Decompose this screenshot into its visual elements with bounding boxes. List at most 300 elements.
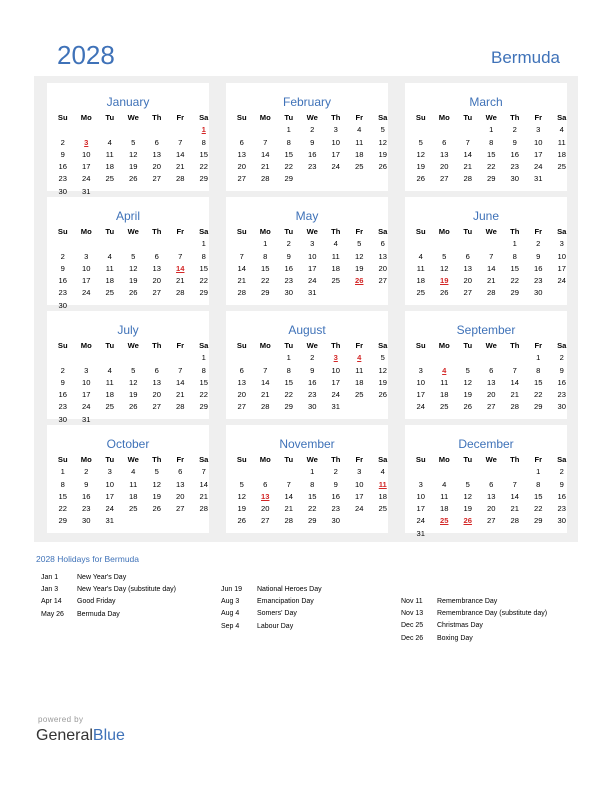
- weekday-header: Su: [415, 113, 426, 122]
- day-cell: 1: [263, 239, 268, 249]
- day-cell: 24: [355, 504, 364, 514]
- day-cell: 19: [129, 162, 138, 172]
- day-cell: 26: [152, 504, 161, 514]
- day-cell: 28: [487, 288, 496, 298]
- day-cell: 21: [176, 162, 185, 172]
- day-cell: 23: [308, 162, 317, 172]
- holiday-day: 19: [440, 276, 449, 286]
- day-cell: 23: [284, 276, 293, 286]
- day-cell: 9: [559, 479, 564, 489]
- holiday-day: 11: [378, 479, 387, 489]
- weekday-header: We: [485, 113, 497, 122]
- day-cell: 6: [489, 479, 494, 489]
- day-cell: 16: [308, 377, 317, 387]
- holiday-date: Dec 26: [401, 634, 424, 642]
- day-cell: 10: [82, 263, 91, 273]
- holiday-date: Jan 3: [41, 586, 59, 594]
- day-cell: 21: [176, 390, 185, 400]
- day-cell: 7: [465, 137, 470, 147]
- day-cell: 27: [237, 402, 246, 412]
- day-cell: 19: [463, 504, 472, 514]
- day-cell: 14: [261, 377, 270, 387]
- day-cell: 30: [557, 516, 566, 526]
- weekday-header: Su: [57, 341, 68, 350]
- day-cell: 24: [557, 276, 566, 286]
- day-cell: 9: [333, 479, 338, 489]
- day-cell: 4: [333, 239, 338, 249]
- weekday-header: Tu: [105, 341, 115, 350]
- weekday-header: Mo: [438, 455, 450, 464]
- day-cell: 17: [308, 263, 317, 273]
- day-cell: 27: [440, 174, 449, 184]
- weekday-header: Fr: [534, 455, 543, 464]
- day-cell: 29: [58, 516, 67, 526]
- day-cell: 7: [512, 365, 517, 375]
- day-cell: 12: [440, 263, 449, 273]
- day-cell: 19: [378, 149, 387, 159]
- brand-blue: Blue: [92, 727, 125, 744]
- month-name: April: [115, 209, 140, 223]
- holiday-column-2: [221, 586, 424, 635]
- day-cell: 22: [261, 276, 270, 286]
- day-cell: 8: [536, 365, 541, 375]
- day-cell: 20: [261, 504, 270, 514]
- weekday-header: Tu: [105, 227, 115, 236]
- day-cell: 4: [107, 251, 112, 261]
- weekday-header: Fr: [176, 341, 185, 350]
- day-cell: 4: [380, 467, 385, 477]
- day-cell: 21: [510, 390, 519, 400]
- day-cell: 19: [355, 263, 364, 273]
- day-cell: 11: [355, 137, 364, 147]
- day-cell: 28: [510, 402, 519, 412]
- day-cell: 7: [489, 251, 494, 261]
- day-cell: 19: [463, 390, 472, 400]
- weekday-header: Tu: [284, 227, 294, 236]
- day-cell: 25: [440, 402, 449, 412]
- holiday-name: Remembrance Day: [437, 598, 498, 605]
- day-cell: 25: [331, 276, 340, 286]
- day-cell: 15: [199, 263, 208, 273]
- empty-cell: [503, 352, 527, 364]
- day-cell: 4: [107, 365, 112, 375]
- day-cell: 4: [442, 479, 447, 489]
- weekday-header: Sa: [199, 341, 209, 350]
- day-cell: 22: [534, 390, 543, 400]
- day-cell: 18: [355, 149, 364, 159]
- day-cell: 21: [261, 390, 270, 400]
- day-cell: 17: [331, 377, 340, 387]
- day-cell: 5: [465, 365, 470, 375]
- day-cell: 21: [176, 276, 185, 286]
- day-cell: 5: [131, 251, 136, 261]
- day-cell: 28: [176, 288, 185, 298]
- country-title: Bermuda: [491, 48, 560, 67]
- day-cell: 3: [84, 365, 89, 375]
- day-cell: 10: [308, 251, 317, 261]
- day-cell: 2: [84, 467, 89, 477]
- day-cell: 22: [487, 162, 496, 172]
- weekday-header: Mo: [259, 227, 271, 236]
- day-cell: 16: [308, 149, 317, 159]
- day-cell: 10: [534, 137, 543, 147]
- day-cell: 30: [308, 402, 317, 412]
- empty-cell: [230, 352, 254, 364]
- weekday-header: Sa: [378, 113, 388, 122]
- day-cell: 24: [534, 162, 543, 172]
- day-cell: 20: [487, 390, 496, 400]
- day-cell: 1: [60, 467, 65, 477]
- day-cell: 10: [82, 149, 91, 159]
- empty-cell: [169, 124, 193, 136]
- day-cell: 16: [58, 162, 67, 172]
- holiday-row: [221, 586, 421, 598]
- holiday-column-3: [401, 598, 601, 647]
- day-cell: 29: [261, 288, 270, 298]
- day-cell: 24: [82, 174, 91, 184]
- day-cell: 15: [199, 377, 208, 387]
- day-cell: 30: [534, 288, 543, 298]
- day-cell: 18: [129, 491, 138, 501]
- weekday-header: Tu: [463, 227, 473, 236]
- day-cell: 2: [60, 365, 65, 375]
- day-cell: 27: [261, 516, 270, 526]
- weekday-header: Fr: [355, 113, 364, 122]
- day-cell: 22: [534, 504, 543, 514]
- day-cell: 24: [82, 288, 91, 298]
- day-cell: 20: [487, 504, 496, 514]
- day-cell: 18: [105, 390, 114, 400]
- day-cell: 27: [487, 516, 496, 526]
- day-cell: 28: [463, 174, 472, 184]
- day-cell: 14: [284, 491, 293, 501]
- day-cell: 26: [129, 288, 138, 298]
- holiday-name: Remembrance Day (substitute day): [437, 610, 548, 618]
- day-cell: 16: [284, 263, 293, 273]
- empty-cell: [122, 352, 146, 364]
- day-cell: 29: [284, 402, 293, 412]
- day-cell: 31: [331, 402, 340, 412]
- day-cell: 13: [487, 377, 496, 387]
- day-cell: 29: [199, 402, 208, 412]
- holiday-day: 26: [355, 276, 364, 286]
- empty-cell: [433, 352, 457, 364]
- day-cell: 23: [557, 390, 566, 400]
- holiday-name: Labour Day: [257, 622, 294, 630]
- day-cell: 26: [440, 288, 449, 298]
- weekday-header: Su: [236, 227, 247, 236]
- day-cell: 6: [178, 467, 183, 477]
- holiday-date: Sep 4: [221, 622, 240, 630]
- day-cell: 18: [416, 276, 425, 286]
- day-cell: 8: [201, 365, 206, 375]
- day-cell: 22: [284, 390, 293, 400]
- empty-cell: [98, 238, 122, 250]
- day-cell: 13: [176, 479, 185, 489]
- day-cell: 24: [331, 162, 340, 172]
- weekday-header: Mo: [80, 227, 92, 236]
- day-cell: 18: [331, 263, 340, 273]
- day-cell: 6: [263, 479, 268, 489]
- day-cell: 6: [489, 365, 494, 375]
- day-cell: 19: [129, 276, 138, 286]
- day-cell: 5: [131, 365, 136, 375]
- day-grid: [409, 112, 569, 186]
- holiday-date: May 26: [41, 610, 64, 618]
- empty-cell: [51, 238, 75, 250]
- day-cell: 16: [557, 377, 566, 387]
- brand-general: General: [36, 727, 93, 744]
- day-cell: 7: [512, 479, 517, 489]
- day-cell: 10: [355, 479, 364, 489]
- day-cell: 11: [440, 377, 449, 387]
- day-cell: 27: [378, 276, 387, 286]
- day-cell: 2: [60, 251, 65, 261]
- day-cell: 8: [60, 479, 65, 489]
- day-cell: 20: [152, 162, 161, 172]
- day-cell: 21: [463, 162, 472, 172]
- weekday-header: Tu: [463, 341, 473, 350]
- day-cell: 6: [380, 239, 385, 249]
- holiday-name: Emancipation Day: [257, 598, 314, 606]
- day-cell: 29: [199, 288, 208, 298]
- day-cell: 19: [237, 504, 246, 514]
- day-cell: 13: [152, 149, 161, 159]
- day-grid: [51, 340, 211, 426]
- holiday-name: Bermuda Day: [77, 610, 120, 618]
- holiday-date: Jan 1: [41, 574, 59, 581]
- weekday-header: Th: [152, 227, 162, 236]
- day-cell: 27: [152, 402, 161, 412]
- weekday-header: Th: [510, 455, 520, 464]
- day-cell: 8: [489, 137, 494, 147]
- day-cell: 2: [310, 125, 315, 135]
- generalblue-logo[interactable]: [36, 727, 125, 745]
- weekday-header: Mo: [259, 341, 271, 350]
- weekday-header: Tu: [105, 455, 115, 464]
- day-cell: 16: [331, 491, 340, 501]
- day-cell: 28: [176, 402, 185, 412]
- day-cell: 6: [154, 365, 159, 375]
- day-cell: 15: [58, 491, 67, 501]
- day-cell: 19: [378, 377, 387, 387]
- empty-cell: [456, 238, 480, 250]
- day-cell: 21: [284, 504, 293, 514]
- day-cell: 16: [58, 390, 67, 400]
- day-cell: 27: [152, 174, 161, 184]
- day-cell: 26: [378, 162, 387, 172]
- day-cell: 23: [58, 402, 67, 412]
- day-cell: 30: [58, 186, 67, 196]
- empty-cell: [230, 466, 254, 478]
- day-cell: 12: [378, 365, 387, 375]
- day-cell: 1: [536, 353, 541, 363]
- day-cell: 9: [286, 251, 291, 261]
- day-cell: 9: [310, 137, 315, 147]
- holiday-day: 13: [261, 491, 270, 501]
- day-cell: 31: [82, 186, 91, 196]
- weekday-header: Su: [236, 341, 247, 350]
- day-cell: 14: [199, 479, 208, 489]
- day-cell: 14: [510, 377, 519, 387]
- weekday-header: Sa: [557, 113, 567, 122]
- day-cell: 1: [489, 125, 494, 135]
- weekday-header: Tu: [284, 341, 294, 350]
- day-cell: 9: [536, 251, 541, 261]
- day-cell: 14: [237, 263, 246, 273]
- holiday-date: Aug 3: [221, 598, 240, 606]
- day-cell: 3: [333, 125, 338, 135]
- day-cell: 28: [176, 174, 185, 184]
- day-cell: 6: [154, 251, 159, 261]
- day-cell: 10: [557, 251, 566, 261]
- holiday-day: 3: [333, 353, 338, 363]
- day-cell: 8: [536, 479, 541, 489]
- weekday-header: Fr: [534, 341, 543, 350]
- day-cell: 7: [286, 479, 291, 489]
- weekday-header: Su: [415, 341, 426, 350]
- day-cell: 14: [510, 491, 519, 501]
- day-cell: 21: [510, 504, 519, 514]
- weekday-header: Tu: [463, 113, 473, 122]
- empty-cell: [51, 124, 75, 136]
- holiday-day: 4: [357, 353, 362, 363]
- empty-cell: [254, 124, 278, 136]
- day-cell: 10: [416, 377, 425, 387]
- holiday-name: New Year's Day: [77, 574, 127, 581]
- weekday-header: Fr: [534, 113, 543, 122]
- weekday-header: Sa: [199, 455, 209, 464]
- day-cell: 2: [286, 239, 291, 249]
- weekday-header: Sa: [378, 227, 388, 236]
- day-cell: 15: [308, 491, 317, 501]
- day-cell: 20: [176, 491, 185, 501]
- day-cell: 24: [416, 516, 425, 526]
- day-cell: 14: [261, 149, 270, 159]
- day-cell: 22: [510, 276, 519, 286]
- year-title: 2028: [57, 40, 115, 70]
- empty-cell: [254, 352, 278, 364]
- holiday-row: [401, 622, 601, 634]
- empty-cell: [169, 352, 193, 364]
- day-cell: 11: [129, 479, 138, 489]
- empty-cell: [230, 124, 254, 136]
- day-cell: 30: [284, 288, 293, 298]
- day-cell: 25: [129, 504, 138, 514]
- day-cell: 18: [378, 491, 387, 501]
- weekday-header: Fr: [355, 227, 364, 236]
- day-cell: 26: [416, 174, 425, 184]
- day-grid: [230, 454, 390, 528]
- weekday-header: Th: [331, 227, 341, 236]
- weekday-header: We: [485, 227, 497, 236]
- month-april: [47, 197, 209, 310]
- day-grid: [409, 454, 569, 540]
- day-cell: 18: [440, 390, 449, 400]
- weekday-header: Fr: [355, 341, 364, 350]
- day-cell: 7: [239, 251, 244, 261]
- day-cell: 7: [263, 137, 268, 147]
- day-cell: 31: [534, 174, 543, 184]
- month-october: [47, 425, 209, 533]
- day-cell: 25: [105, 402, 114, 412]
- empty-cell: [409, 352, 433, 364]
- day-cell: 17: [82, 390, 91, 400]
- month-january: [47, 83, 209, 196]
- holiday-date: Jun 19: [221, 586, 243, 593]
- day-cell: 31: [105, 516, 114, 526]
- day-cell: 16: [534, 263, 543, 273]
- day-cell: 28: [284, 516, 293, 526]
- weekday-header: Mo: [438, 113, 450, 122]
- holiday-row: [401, 610, 601, 622]
- day-cell: 26: [378, 390, 387, 400]
- day-cell: 4: [357, 125, 362, 135]
- day-cell: 28: [510, 516, 519, 526]
- month-name: January: [106, 95, 150, 109]
- day-cell: 22: [58, 504, 67, 514]
- weekday-header: We: [485, 341, 497, 350]
- day-cell: 29: [534, 402, 543, 412]
- day-cell: 17: [105, 491, 114, 501]
- day-cell: 4: [131, 467, 136, 477]
- day-cell: 18: [440, 504, 449, 514]
- day-cell: 22: [284, 162, 293, 172]
- day-cell: 16: [557, 491, 566, 501]
- day-grid: [230, 112, 390, 186]
- day-cell: 12: [129, 263, 138, 273]
- day-cell: 12: [378, 137, 387, 147]
- day-cell: 22: [199, 162, 208, 172]
- empty-cell: [503, 466, 527, 478]
- day-cell: 27: [176, 504, 185, 514]
- day-cell: 15: [261, 263, 270, 273]
- day-cell: 10: [416, 491, 425, 501]
- month-name: March: [469, 95, 503, 109]
- day-cell: 25: [105, 288, 114, 298]
- day-cell: 1: [286, 125, 291, 135]
- holiday-day: 4: [442, 365, 447, 375]
- day-cell: 10: [82, 377, 91, 387]
- holiday-date: Apr 14: [41, 598, 62, 606]
- day-cell: 25: [355, 390, 364, 400]
- holiday-name: Boxing Day: [437, 634, 473, 642]
- weekday-header: Su: [236, 455, 247, 464]
- weekday-header: We: [127, 341, 139, 350]
- day-cell: 15: [487, 149, 496, 159]
- day-cell: 27: [237, 174, 246, 184]
- day-cell: 30: [82, 516, 91, 526]
- empty-cell: [230, 238, 254, 250]
- day-cell: 27: [152, 288, 161, 298]
- day-cell: 3: [418, 479, 423, 489]
- day-cell: 17: [416, 504, 425, 514]
- day-cell: 11: [440, 491, 449, 501]
- day-cell: 11: [331, 251, 340, 261]
- empty-cell: [409, 238, 433, 250]
- empty-cell: [145, 124, 169, 136]
- weekday-header: Fr: [534, 227, 543, 236]
- day-cell: 11: [105, 377, 114, 387]
- day-grid: [409, 340, 569, 414]
- day-cell: 23: [557, 504, 566, 514]
- day-cell: 30: [331, 516, 340, 526]
- holiday-name: New Year's Day (substitute day): [77, 586, 176, 594]
- day-cell: 26: [237, 516, 246, 526]
- day-cell: 5: [418, 137, 423, 147]
- day-cell: 29: [534, 516, 543, 526]
- day-cell: 9: [60, 263, 65, 273]
